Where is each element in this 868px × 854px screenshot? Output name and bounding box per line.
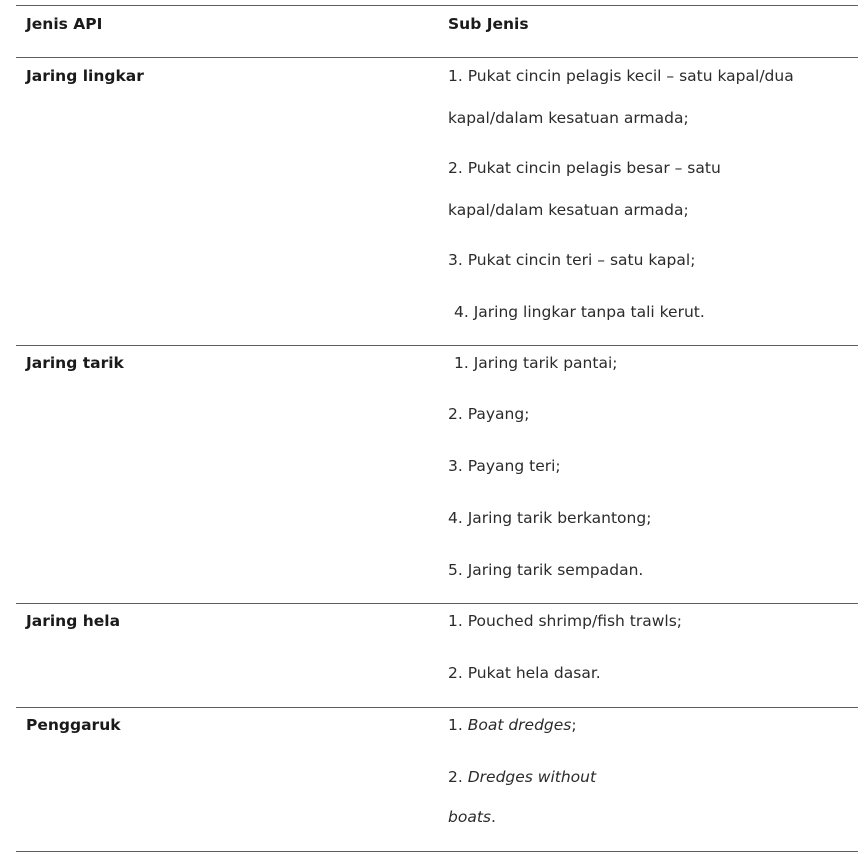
header-rule: [16, 57, 858, 58]
sub-item: 3. Payang teri;: [448, 457, 561, 475]
sub-item: 1. Pouched shrimp/fish trawls;: [448, 612, 683, 630]
sub-item: 1. Jaring tarik pantai;: [454, 354, 618, 372]
table-bottom-rule: [16, 851, 858, 852]
table-top-rule: [16, 5, 858, 6]
sub-item: 5. Jaring tarik sempadan.: [448, 561, 644, 579]
row-rule: [16, 345, 858, 346]
sub-item: 2. Dredges without: [448, 768, 597, 786]
sub-item: kapal/dalam kesatuan armada;: [448, 201, 689, 219]
row-jenis-jaring-hela: Jaring hela: [26, 612, 121, 630]
sub-item: 4. Jaring tarik berkantong;: [448, 509, 652, 527]
row-jenis-penggaruk: Penggaruk: [26, 716, 121, 734]
sub-item: 1. Boat dredges;: [448, 716, 577, 734]
row-rule: [16, 707, 858, 708]
header-sub-jenis: Sub Jenis: [448, 15, 529, 33]
sub-item: 4. Jaring lingkar tanpa tali kerut.: [454, 303, 705, 321]
sub-item: 2. Pukat hela dasar.: [448, 664, 601, 682]
sub-item: 2. Pukat cincin pelagis besar – satu: [448, 159, 721, 177]
sub-item: 1. Pukat cincin pelagis kecil – satu kapal/dua: [448, 67, 794, 85]
sub-item: 2. Payang;: [448, 405, 530, 423]
sub-item: 3. Pukat cincin teri – satu kapal;: [448, 251, 696, 269]
sub-item: boats.: [448, 808, 496, 826]
row-jenis-jaring-tarik: Jaring tarik: [26, 354, 124, 372]
sub-item: kapal/dalam kesatuan armada;: [448, 109, 689, 127]
header-jenis-api: Jenis API: [26, 15, 103, 33]
row-jenis-jaring-lingkar: Jaring lingkar: [26, 67, 144, 85]
row-rule: [16, 603, 858, 604]
